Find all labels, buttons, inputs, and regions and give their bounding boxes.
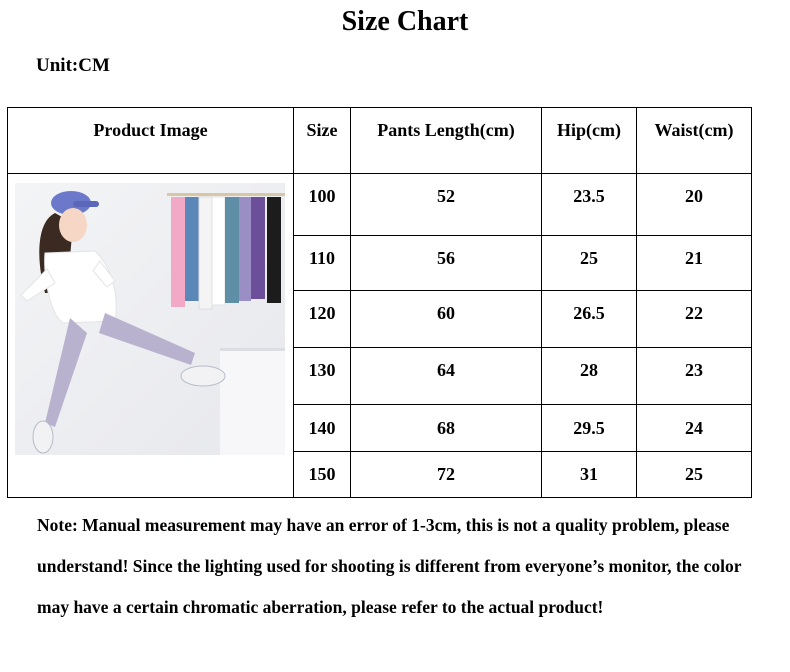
row-130-size: 130 [308, 359, 336, 380]
row-140-length: 68 [437, 417, 455, 438]
header-pants-length: Pants Length(cm) [377, 119, 515, 140]
row-140-hip: 29.5 [573, 417, 605, 438]
row-100-length: 52 [437, 185, 455, 206]
row-110-hip: 25 [580, 247, 598, 268]
page-title: Size Chart [341, 6, 469, 37]
row-110-length: 56 [437, 247, 455, 268]
header-hip: Hip(cm) [557, 119, 621, 140]
header-product-image: Product Image [93, 119, 208, 140]
row-100-waist: 20 [685, 185, 703, 206]
row-130-hip: 28 [580, 359, 598, 380]
row-120-length: 60 [437, 302, 455, 323]
row-130-length: 64 [437, 359, 455, 380]
row-120-hip: 26.5 [573, 302, 605, 323]
row-150-waist: 25 [685, 464, 703, 484]
row-150-length: 72 [437, 464, 455, 484]
row-140-size: 140 [308, 417, 336, 438]
row-100-size: 100 [308, 185, 336, 206]
disclaimer-note: Note: Manual measurement may have an error of 1-3cm, this is not a quality problem, please understand! Since the lighting used for shooting is different from everyone’s monitor, the color may have a certain chromatic aberration, please refer to the actual product! [37, 515, 742, 617]
header-size: Size [306, 119, 338, 140]
row-140-waist: 24 [685, 417, 703, 438]
row-110-size: 110 [308, 247, 335, 268]
row-120-size: 120 [308, 302, 336, 323]
row-120-waist: 22 [685, 302, 703, 323]
row-100-hip: 23.5 [573, 185, 605, 206]
header-waist: Waist(cm) [654, 119, 734, 140]
product-image [15, 183, 285, 455]
row-150-hip: 31 [580, 464, 598, 484]
row-130-waist: 23 [685, 359, 703, 380]
unit-label: Unit:CM [36, 55, 110, 76]
row-150-size: 150 [308, 464, 336, 484]
row-110-waist: 21 [685, 247, 703, 268]
